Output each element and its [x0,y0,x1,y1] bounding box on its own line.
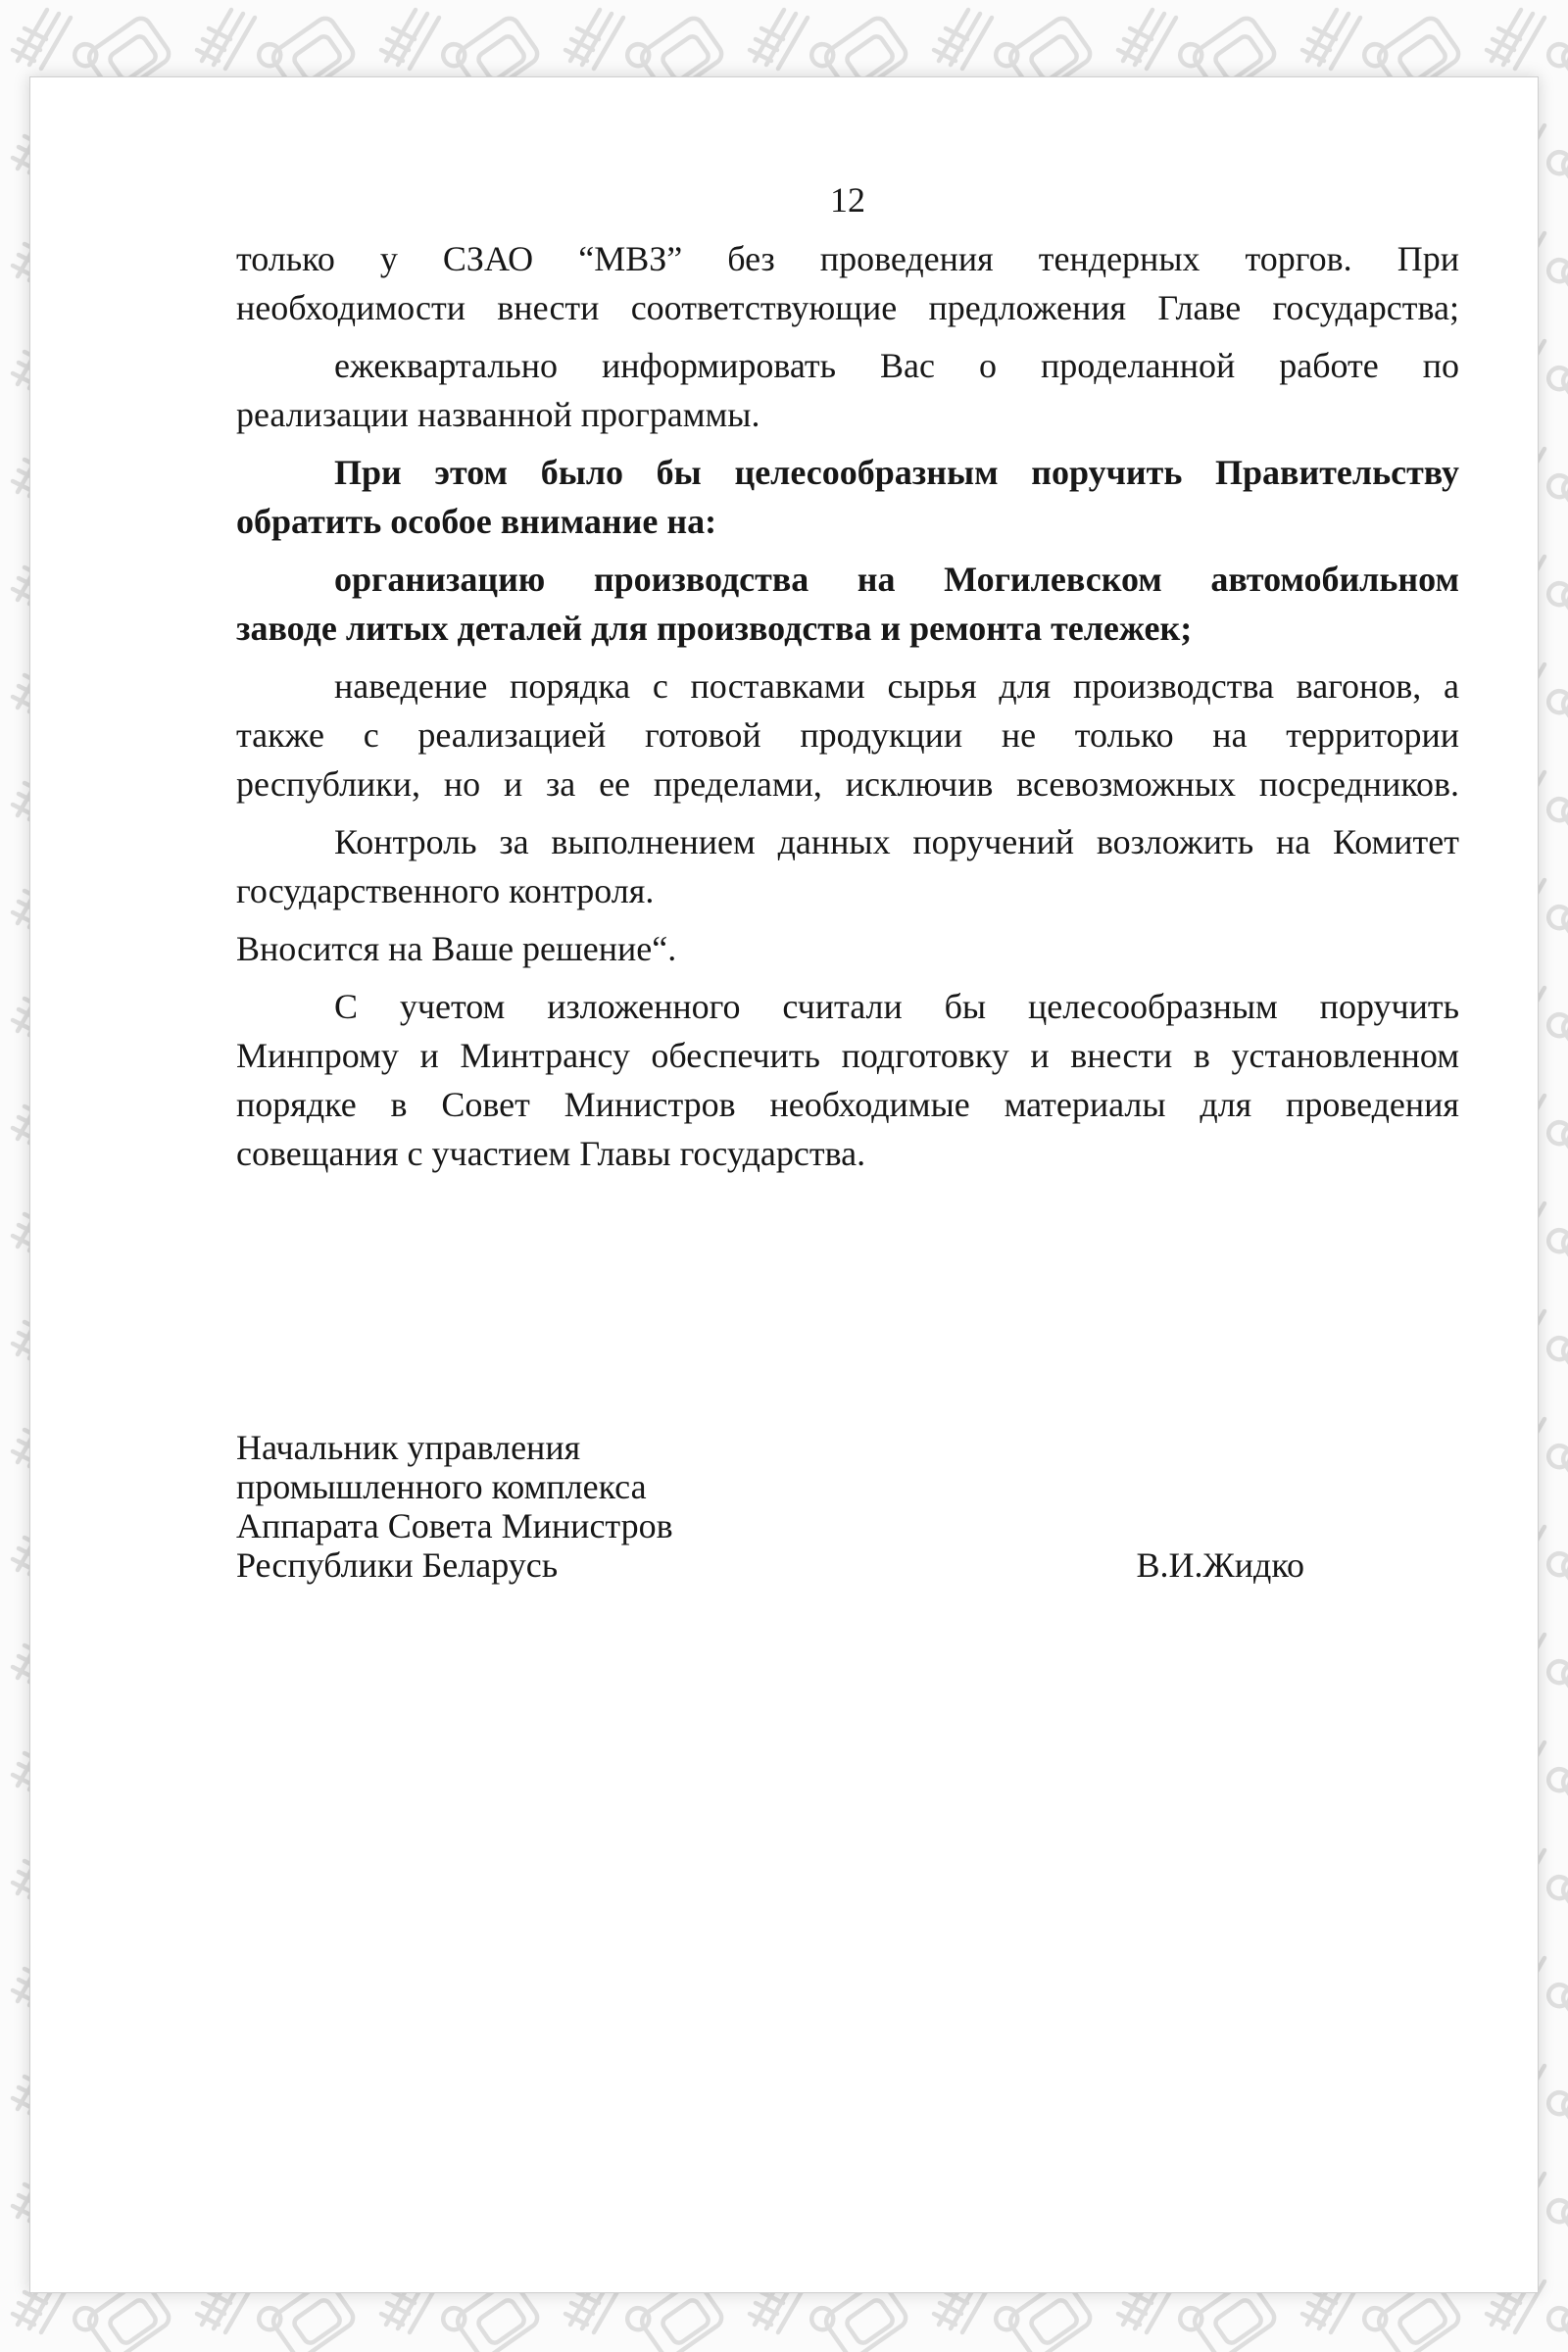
paragraph [236,662,1459,808]
paragraph [236,982,1459,1178]
signature-name: В.И.Жидко [1136,1545,1304,1585]
text-line: только у СЗАО “МВЗ” без проведения тендерных торгов. При [236,239,1459,278]
text-line: заводе литых деталей для производства и ремонта тележек; [236,609,1193,648]
text-line: Контроль за выполнением данных поручений возложить на Комитет [334,822,1459,861]
text-line: Вносится на Ваше решение“. [236,929,677,968]
text-line: обратить особое внимание на: [236,502,717,541]
text-line: реализации названной программы. [236,395,760,434]
paragraph-bold [236,448,1459,546]
text-line: совещания с участием Главы государства. [236,1134,866,1173]
paragraph [236,924,1459,973]
document-page [29,76,1539,2293]
text-line: республики, но и за ее пределами, исключив всевозможных посредников. [236,764,1459,804]
document-content [30,77,1538,2292]
text-line: наведение порядка с поставками сырья для производства вагонов, а [334,666,1459,706]
text-line: С учетом изложенного считали бы целесообразным поручить [334,987,1459,1026]
text-line: также с реализацией готовой продукции не только на территории [236,715,1459,755]
text-line: Минпрому и Минтрансу обеспечить подготовку и внести в установленном [236,1036,1459,1075]
text-line: организацию производства на Могилевском автомобильном [334,560,1459,599]
paragraph [236,817,1459,915]
page-number: 12 [830,180,865,220]
paragraph-bold [236,555,1459,653]
signature-title-line: Республики Беларусь [236,1545,559,1585]
text-line: При этом было бы целесообразным поручить Правительству [334,453,1459,492]
signature-title-line: Аппарата Совета Министров [236,1506,673,1545]
text-line: государственного контроля. [236,871,655,910]
paragraph [236,234,1459,332]
text-line: ежеквартально информировать Вас о проделанной работе по [334,346,1459,385]
text-line: порядке в Совет Министров необходимые материалы для проведения [236,1085,1459,1124]
paragraph [236,341,1459,439]
signature-title-line: промышленного комплекса [236,1467,647,1506]
text-line: необходимости внести соответствующие предложения Главе государства; [236,288,1459,327]
signature-block [236,1428,1459,1585]
signature-title [236,1428,673,1585]
signature-title-line: Начальник управления [236,1428,581,1467]
